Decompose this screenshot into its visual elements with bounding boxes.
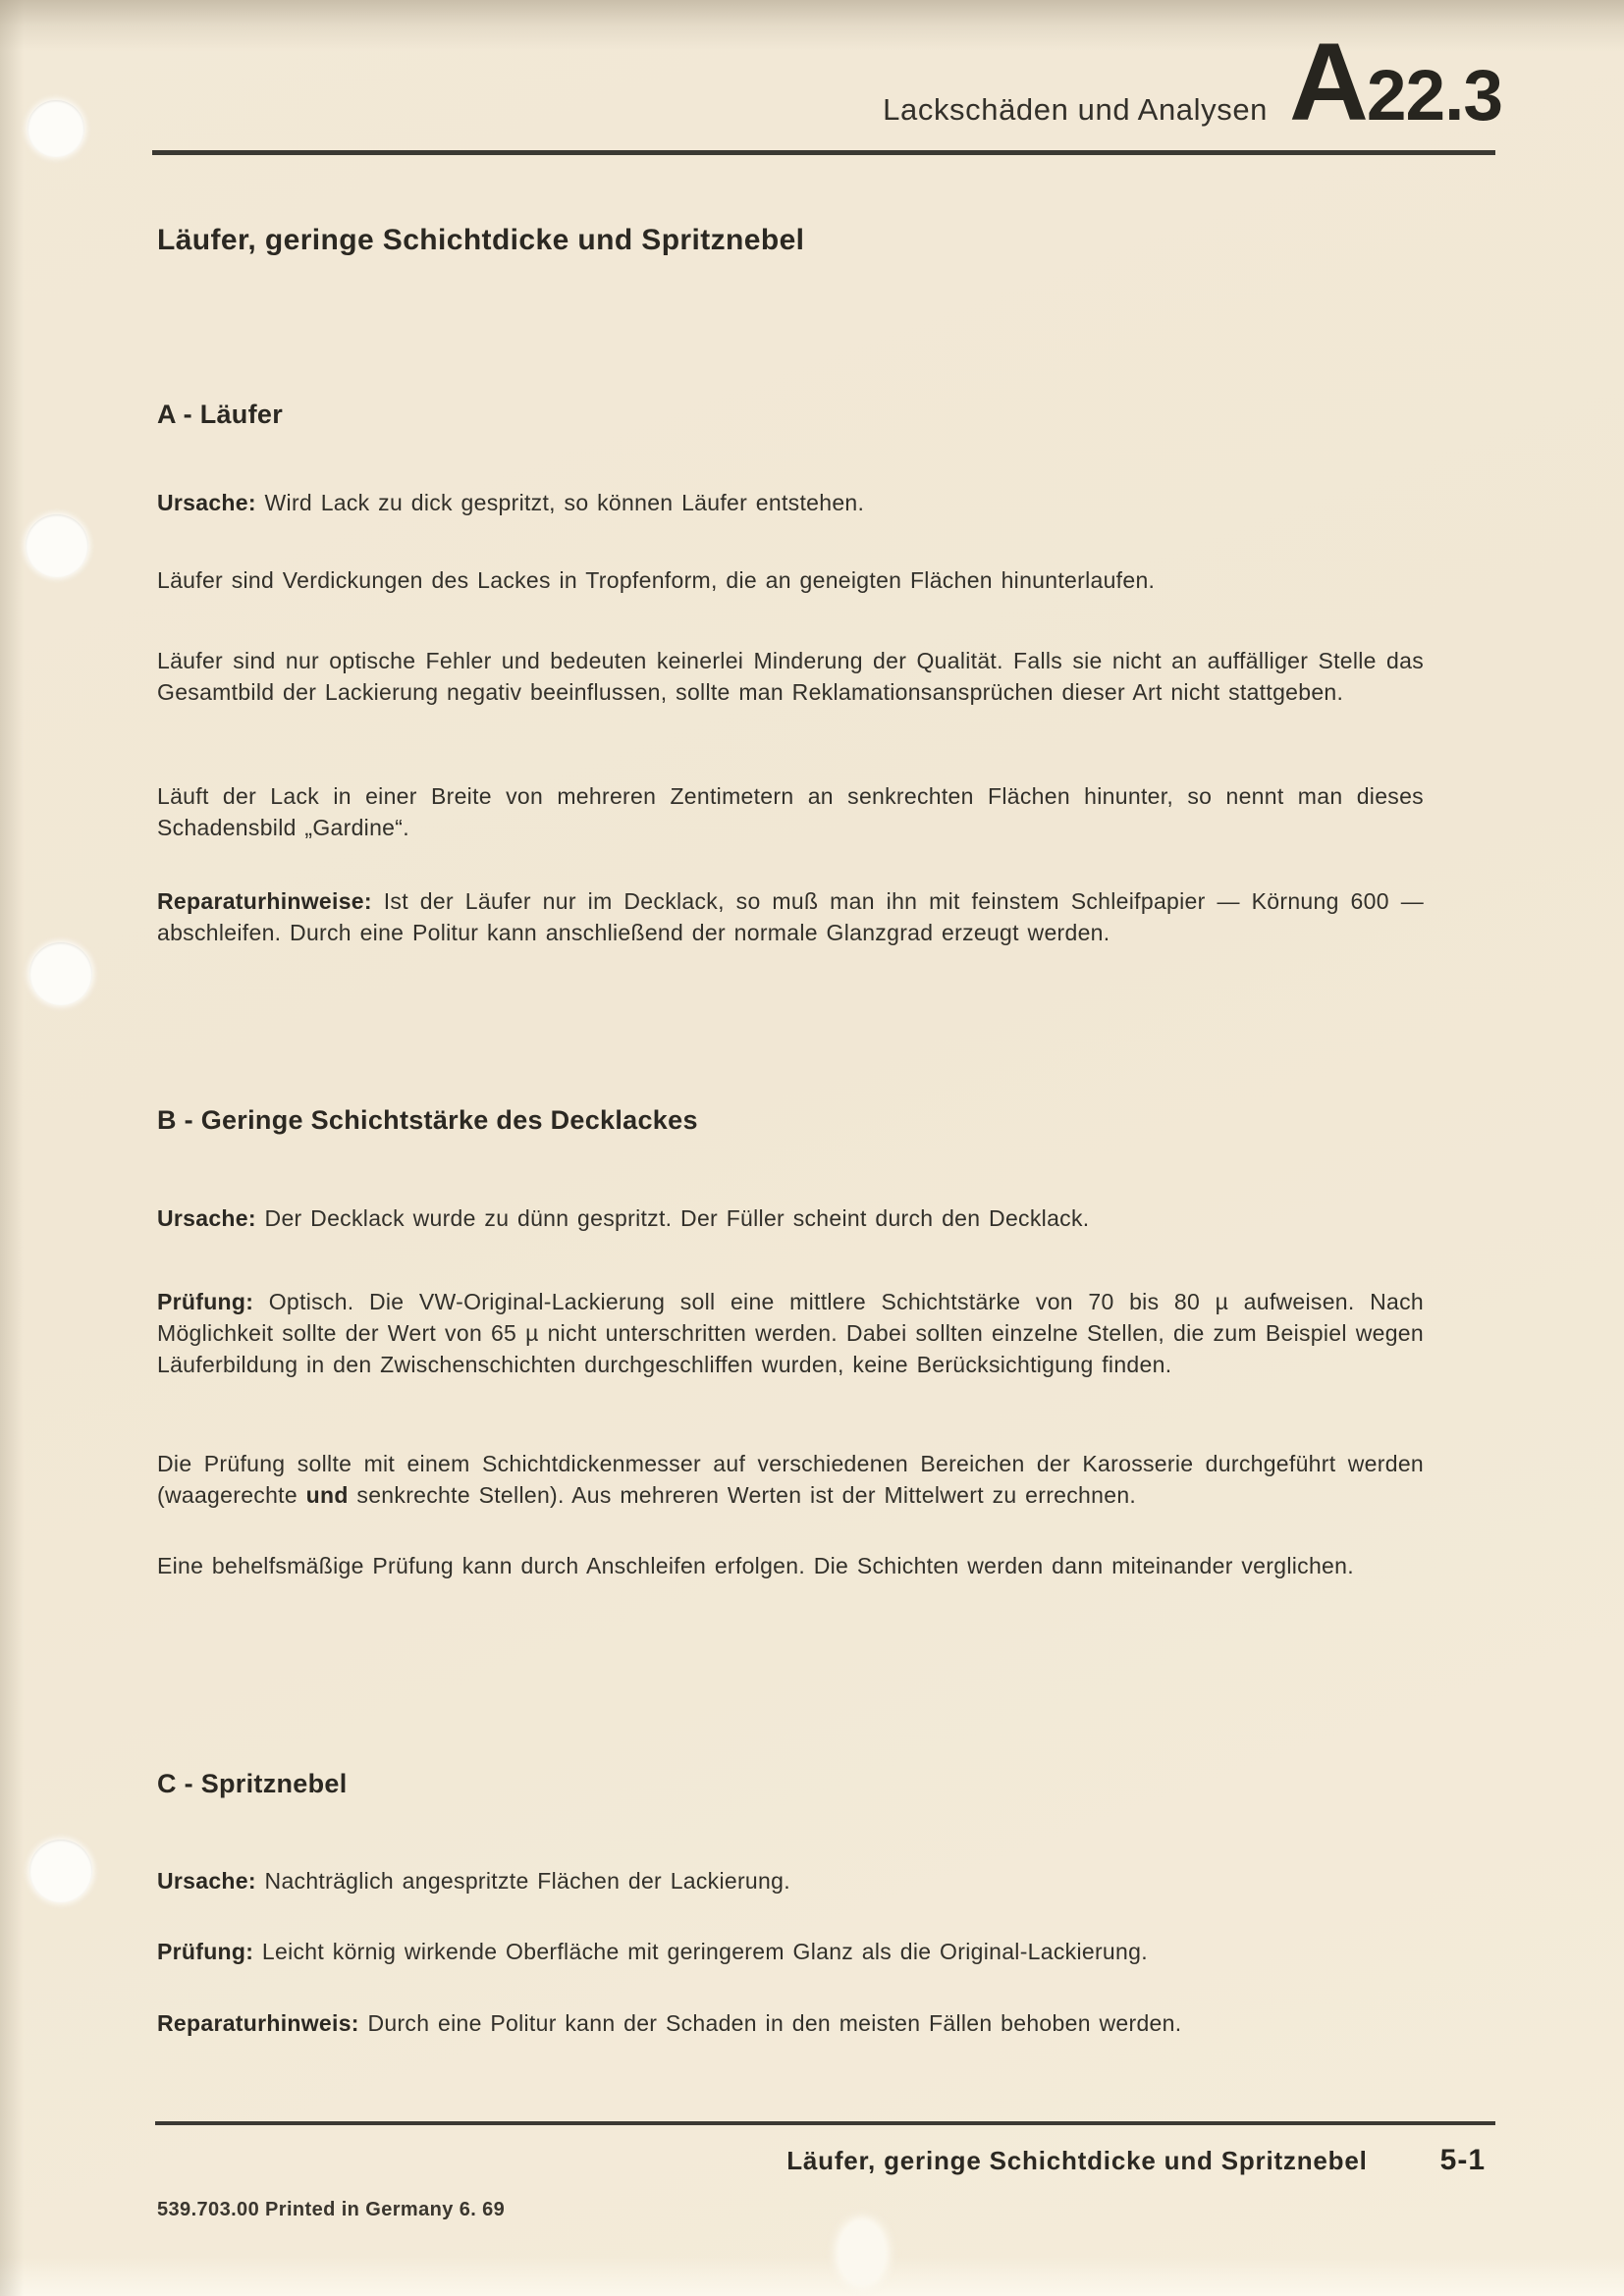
paragraph-a-definition: Läufer sind Verdickungen des Lackes in Tropfenform, die an geneigten Flächen hinunterlaufen. bbox=[157, 567, 1156, 593]
section-b-heading: B - Geringe Schichtstärke des Decklackes bbox=[157, 1105, 698, 1135]
page-header bbox=[883, 21, 1502, 143]
header-rule bbox=[152, 150, 1495, 155]
page-footer bbox=[786, 2144, 1486, 2177]
section-c-heading: C - Spritznebel bbox=[157, 1769, 348, 1798]
paragraph-b-ursache: Ursache: Der Decklack wurde zu dünn gespritzt. Der Füller scheint durch den Decklack. bbox=[157, 1205, 1090, 1231]
paragraph-a-quality: Läufer sind nur optische Fehler und bedeuten keinerlei Minderung der Qualität. Falls sie nicht an auffälliger Stelle das Gesamtbild der Lackierung negativ beeinflussen, sollte man Reklamationsansprüchen dieser Art nicht stattgeben. bbox=[157, 648, 1424, 705]
header-section-label: Lackschäden und Analysen bbox=[883, 92, 1269, 127]
paragraph-a-reparatur: Reparaturhinweise: Ist der Läufer nur im Decklack, so muß man ihn mit feinstem Schleifpapier — Körnung 600 — abschleifen. Durch eine Politur kann anschließend der normale Glanzgrad erzeugt werden. bbox=[157, 888, 1424, 945]
punch-hole bbox=[29, 1840, 92, 1902]
punch-hole bbox=[29, 942, 92, 1005]
paragraph-b-messung: Die Prüfung sollte mit einem Schichtdickenmesser auf verschiedenen Bereichen der Karosserie durchgeführt werden (waagerechte und senkrechte Stellen). Aus mehreren Werten ist der Mittelwert zu errechnen. bbox=[157, 1451, 1424, 1508]
paragraph-a-ursache: Ursache: Wird Lack zu dick gespritzt, so können Läufer entstehen. bbox=[157, 490, 865, 515]
section-a-heading: A - Läufer bbox=[157, 400, 284, 429]
paragraph-b-behelf: Eine behelfsmäßige Prüfung kann durch Anschleifen erfolgen. Die Schichten werden dann miteinander verglichen. bbox=[157, 1553, 1354, 1578]
paragraph-c-pruefung: Prüfung: Leicht körnig wirkende Oberfläche mit geringerem Glanz als die Original-Lackierung. bbox=[157, 1939, 1148, 1964]
paragraph-a-gardine: Läuft der Lack in einer Breite von mehreren Zentimetern an senkrechten Flächen hinunter, so nennt man dieses Schadensbild „Gardine“. bbox=[157, 783, 1424, 840]
page-title: Läufer, geringe Schichtdicke und Spritznebel bbox=[157, 224, 805, 256]
punch-hole bbox=[27, 100, 84, 157]
paragraph-b-pruefung: Prüfung: Optisch. Die VW-Original-Lackierung soll eine mittlere Schichtstärke von 70 bis 80 µ aufweisen. Nach Möglichkeit sollte der Wert von 65 µ nicht unterschritten werden. Dabei sollten einzelne Stellen, die zum Beispiel wegen Läuferbildung in den Zwischenschichten durchgeschliffen wurden, keine Berücksichtigung finden. bbox=[157, 1289, 1424, 1377]
imprint-line: 539.703.00 Printed in Germany 6. 69 bbox=[157, 2199, 506, 2220]
chapter-letter: A bbox=[1289, 21, 1367, 143]
footer-page-number: 5-1 bbox=[1439, 2144, 1486, 2176]
paragraph-c-ursache: Ursache: Nachträglich angespritzte Flächen der Lackierung. bbox=[157, 1868, 790, 1894]
chapter-number: 22.3 bbox=[1366, 56, 1502, 135]
punch-hole bbox=[26, 514, 88, 577]
paragraph-c-reparatur: Reparaturhinweis: Durch eine Politur kann der Schaden in den meisten Fällen behoben werden. bbox=[157, 2010, 1182, 2036]
footer-rule bbox=[155, 2121, 1495, 2125]
paper-blemish bbox=[837, 2218, 888, 2287]
footer-running-title: Läufer, geringe Schichtdicke und Spritznebel bbox=[786, 2146, 1368, 2175]
